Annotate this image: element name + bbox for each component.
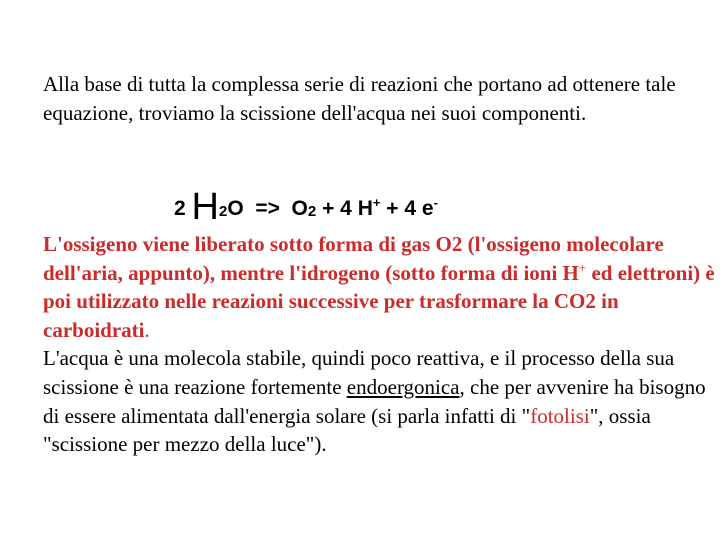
equation-hydrogen-symbol: H — [191, 186, 219, 228]
endoergonica-term: endoergonica — [346, 374, 460, 399]
proton-superscript: + — [578, 259, 587, 275]
equation-oxygen-symbol: O — [227, 197, 244, 220]
water-splitting-equation — [174, 186, 438, 229]
red-period: . — [144, 317, 150, 342]
equation-hydrogen-subscript: 2 — [218, 203, 228, 220]
equation-electrons: + 4 e — [386, 197, 434, 220]
carbohydrate-text: ed elettroni) è poi utilizzato nelle reazioni successive per trasformare la CO2 in carboidrati — [43, 260, 715, 342]
equation-o2: O — [291, 197, 308, 220]
intro-paragraph: Alla base di tutta la complessa serie di reazioni che portano ad ottenere tale equazione, troviamo la scissione dell'acqua nei suoi componenti. — [43, 72, 676, 125]
equation-arrow: => — [255, 197, 280, 220]
equation-coefficient: 2 — [174, 197, 186, 220]
equation-electron-charge: - — [433, 195, 438, 210]
photolysis-definition-text: ", ossia "scissione per mezzo della luce"). — [43, 403, 651, 457]
explanation-paragraph — [43, 230, 715, 459]
equation-o2-subscript: 2 — [307, 203, 317, 220]
water-stability-text: L'acqua è una molecola stabile, quindi poco reattiva, e il processo della sua scissione è una reazione fortemente — [43, 346, 675, 399]
equation-proton-charge: + — [372, 195, 381, 210]
oxygen-release-text: L'ossigeno viene liberato sotto forma di gas O2 (l'ossigeno molecolare dell'aria, appunto), mentre l'idrogeno (sotto forma di ioni H — [43, 232, 664, 285]
equation-protons: + 4 H — [322, 197, 373, 220]
solar-energy-text: , che per avvenire ha bisogno di essere alimentata dall'energia solare (si parla infatti di " — [43, 374, 706, 428]
fotolisi-term: fotolisi — [530, 403, 590, 428]
